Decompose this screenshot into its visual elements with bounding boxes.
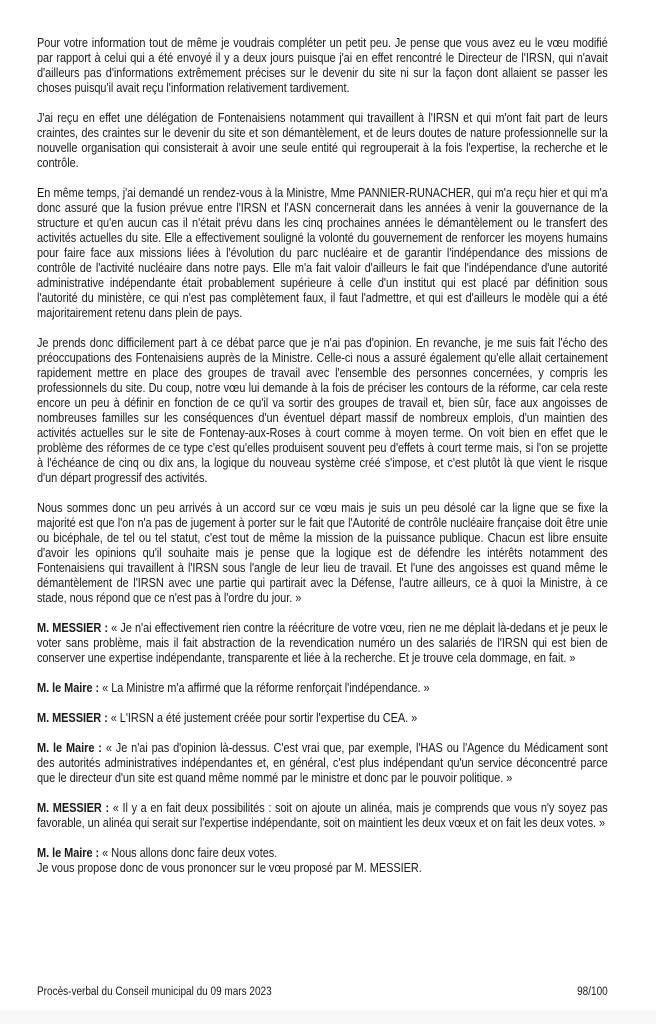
speaker-name: M. le Maire : bbox=[37, 681, 100, 695]
speaker-name: M. le Maire : bbox=[37, 741, 102, 755]
paragraph: En même temps, j'ai demandé un rendez-vous à la Ministre, Mme PANNIER-RUNACHER, qui m'a reçu hier et qui m'a donc assuré que la fusion prévue entre l'IRSN et l'ASN concernerait dans les années à venir la gouvernance de la structure et qu'en aucun cas il n'était prévu dans les cinq prochaines années le démantèlement ou le transfert des activités actuelles du site. Elle a effectivement souligné la volonté du gouvernement de renforcer les moyens humains pour faire face aux missions liées à l'évolution du parc nucléaire et de garantir l'indépendance des missions de contrôle de l'activité nucléaire dans notre pays. Elle m'a fait valoir d'ailleurs le fait que l'indépendance d'une autorité administrative indépendante était probablement supérieure à celle d'un institut qui est placé par définition sous l'autorité du ministère, ce qui n'est pas complètement faux, il faut l'admettre, et qui est d'ailleurs le modèle qui a été majoritairement retenu dans plein de pays. bbox=[37, 186, 608, 320]
page-footer bbox=[37, 985, 608, 999]
paragraph: Je prends donc difficilement part à ce débat parce que je n'ai pas d'opinion. En revanche, je me suis fait l'écho des préoccupations des Fontenaisiens auprès de la Ministre. Celle-ci nous a assuré également qu'elle allait certainement rapidement mettre en place des groupes de travail avec l'ensemble des personnes concernées, y compris les professionnels du site. Du coup, notre vœu lui demande à la fois de préciser les contours de la réforme, car cela reste encore un peu à définir en fonction de ce qu'il va sortir des groupes de travail et, bien sûr, face aux angoisses de nombreuses familles sur les conséquences d'un éventuel départ massif de nombreux emplois, d'un maintien des activités actuelles sur le site de Fontenay-aux-Roses à court comme à moyen terme. On voit bien en effet que le problème des réformes de ce type c'est qu'elles produisent souvent peu d'effets à court terme mais, si l'on se projette à l'échéance de cinq ou dix ans, la logique du nouveau système créé s'impose, et c'est plutôt là que vient le risque d'un départ progressif des activités. bbox=[37, 336, 608, 485]
dialogue-entry bbox=[37, 741, 608, 786]
speech-continuation: Je vous propose donc de vous prononcer sur le vœu proposé par M. MESSIER. bbox=[37, 861, 422, 875]
speaker-name: M. MESSIER : bbox=[37, 801, 110, 815]
dialogue-entry bbox=[37, 846, 608, 876]
dialogue-entry bbox=[37, 801, 608, 831]
speech-text: « La Ministre m'a affirmé que la réforme renforçait l'indépendance. » bbox=[99, 681, 430, 695]
speech-text: « Je n'ai pas d'opinion là-dessus. C'est vrai que, par exemple, l'HAS ou l'Agence du Médicament sont des autorités administratives indépendantes et, en général, c'est plus indépendant qu'un service déconcentré parce que le directeur d'un site est quand même nommé par le ministre et donc par le pouvoir politique. » bbox=[37, 741, 608, 785]
document-page bbox=[37, 36, 608, 876]
paragraph: J'ai reçu en effet une délégation de Fontenaisiens notamment qui travaillent à l'IRSN et qui m'ont fait part de leurs craintes, des craintes sur le devenir du site et son démantèlement, et de leurs doutes de nature professionnelle sur la nouvelle organisation qui consisterait à avoir une seule entité qui regrouperait à la fois l'expertise, la recherche et le contrôle. bbox=[37, 111, 608, 170]
speech-text: « Je n'ai effectivement rien contre la réécriture de votre vœu, rien ne me déplait là-dedans et je peux le voter sans problème, mais il fait abstraction de la revendication numéro un des salariés de l'IRSN qui est bien de conserver une expertise indépendante, transparente et liée à la recherche. Et je trouve cela dommage, en fait. » bbox=[37, 621, 608, 665]
speaker-name: M. MESSIER : bbox=[37, 711, 108, 725]
page-number: 98/100 bbox=[577, 986, 608, 998]
speech-text: « L'IRSN a été justement créée pour sortir l'expertise du CEA. » bbox=[107, 711, 418, 725]
dialogue-entry bbox=[37, 711, 608, 726]
footer-title: Procès-verbal du Conseil municipal du 09 mars 2023 bbox=[37, 986, 272, 998]
paragraph: Nous sommes donc un peu arrivés à un accord sur ce vœu mais je suis un peu désolé car la ligne que se fixe la majorité est que l'on n'a pas de jugement à porter sur le fait que l'Autorité de contrôle nucléaire française doit être unie ou bicéphale, de tel ou tel statut, c'est tout de même la mission de la puissance publique. Chacun est libre ensuite d'avoir les opinions qu'il souhaite mais je pense que la logique est de défendre les intérêts notamment des Fontenaisiens qui travaillent à l'IRSN sous l'angle de leur lieu de travail. Et l'une des angoisses est quand même le démantèlement de l'IRSN avec une partie qui partirait avec la Défense, l'autre ailleurs, ce à quoi la Ministre, à ce stade, nous répond que ce n'est pas à l'ordre du jour. » bbox=[37, 501, 608, 605]
paragraph: Pour votre information tout de même je voudrais compléter un petit peu. Je pense que vous avez eu le vœu modifié par rapport à celui qui a été envoyé il y a deux jours puisque j'ai en effet rencontré le Directeur de l'IRSN, qui n'avait d'ailleurs pas d'informations extrêmement précises sur le devenir du site ni sur la façon dont allaient se passer les choses puisqu'il avait reçu l'information relativement tardivement. bbox=[37, 36, 608, 95]
bottom-band bbox=[0, 1010, 656, 1024]
speech-text: « Il y a en fait deux possibilités : soit on ajoute un alinéa, mais je comprends que vous n'y soyez pas favorable, un alinéa qui serait sur l'expertise indépendante, soit on maintient les deux vœux et on fait les deux votes. » bbox=[37, 801, 608, 830]
document-body bbox=[37, 36, 608, 876]
speaker-name: M. MESSIER : bbox=[37, 621, 109, 635]
dialogue-entry bbox=[37, 621, 608, 666]
speaker-name: M. le Maire : bbox=[37, 846, 100, 860]
speech-text: « Nous allons donc faire deux votes. bbox=[99, 846, 278, 860]
dialogue-entry bbox=[37, 681, 608, 696]
